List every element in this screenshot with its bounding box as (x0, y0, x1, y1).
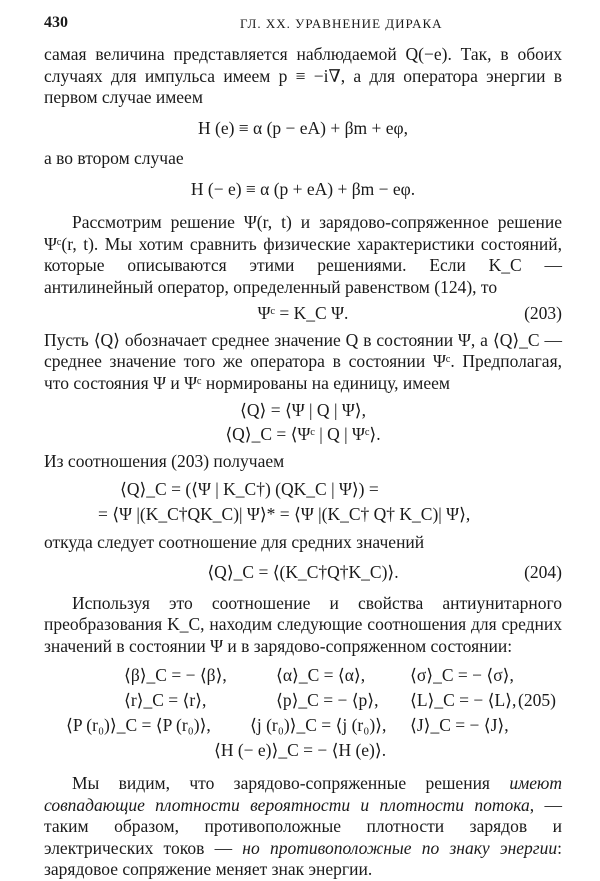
relation-probability-density: ⟨P (r₀)⟩_C = ⟨P (r₀)⟩, (66, 715, 211, 735)
equation-derivation (44, 479, 562, 526)
equation-derivation-line-1: ⟨Q⟩_C = (⟨Ψ | K_C†) (QK_C | Ψ⟩) = (120, 478, 379, 499)
relation-j: ⟨J⟩_C = − ⟨J⟩, (410, 715, 509, 735)
page-number: 430 (44, 14, 68, 31)
relation-p: ⟨p⟩_C = − ⟨p⟩, (276, 690, 379, 710)
equation-averages (44, 400, 562, 445)
paragraph-8-text-3: : зарядовое сопряжение меняет знак энергии. (44, 837, 562, 879)
relation-l: ⟨L⟩_C = − ⟨L⟩, (410, 690, 517, 710)
page-body (44, 44, 562, 881)
equation-205-row-1 (44, 665, 562, 690)
equation-h-plus-e: H (e) ≡ α (p − eA) + βm + eφ, (197, 117, 409, 138)
paragraph-2: а во втором случае (44, 148, 184, 168)
paragraph-8-emphasis-1: имеют совпадающие плотности вероятности и плотности потока (44, 773, 562, 815)
paragraph-4: Пусть ⟨Q⟩ обозначает среднее значение Q в состоянии Ψ, а ⟨Q⟩_C — среднее значение того же оператора в состоянии Ψᶜ. Предполагая, что состояния Ψ и Ψᶜ нормированы на единицу, имеем (44, 329, 562, 393)
equation-205-row-2 (44, 690, 562, 715)
equation-203 (44, 303, 562, 325)
paragraph-3: Рассмотрим решение Ψ(r, t) и зарядово-сопряженное решение Ψᶜ(r, t). Мы хотим сравнить физические характеристики состояний, которые описываются этими решениями. Если K_C — антилинейный оператор, определенный равенством (124), то (44, 212, 562, 297)
relation-alpha: ⟨α⟩_C = ⟨α⟩, (276, 665, 366, 685)
equation-205-row-4 (44, 740, 562, 765)
equation-205-row-3 (44, 715, 562, 740)
equation-average-q: ⟨Q⟩ = ⟨Ψ | Q | Ψ⟩, (240, 400, 366, 420)
paragraph-1: самая величина представляется наблюдаемой Q(−e). Так, в обоих случаях для импульса имеем p ≡ −i∇, а для оператора энергии в первом случае имеем (44, 44, 562, 107)
paragraph-8 (44, 773, 562, 881)
paragraph-8-text-1: Мы видим, что зарядово-сопряженные решения (72, 773, 510, 793)
paragraph-5: Из соотношения (203) получаем (44, 451, 285, 471)
paragraph-8-emphasis-2: но противоположные по знаку энергии (242, 837, 558, 858)
relation-beta: ⟨β⟩_C = − ⟨β⟩, (124, 665, 227, 685)
equation-average-qc: ⟨Q⟩_C = ⟨Ψᶜ | Q | Ψᶜ⟩. (225, 423, 381, 444)
paragraph-6: откуда следует соотношение для средних значений (44, 531, 425, 552)
equation-h-minus-e: H (− e) ≡ α (p + eA) + βm − eφ. (190, 178, 416, 199)
equation-203-number: (203) (524, 303, 562, 323)
equation-204-number: (204) (524, 562, 562, 582)
equation-204-formula: ⟨Q⟩_C = ⟨(K_C†Q†K_C)⟩. (207, 562, 399, 582)
paragraph-8-text-2: , — таким образом, противоположные плотности зарядов и электрических токов — (44, 794, 563, 858)
paragraph-7: Используя это соотношение и свойства антиунитарного преобразования K_C, находим следующие соотношения для средних значений в состоянии Ψ и в зарядово-сопряженном состоянии: (44, 592, 562, 656)
relation-r: ⟨r⟩_C = ⟨r⟩, (124, 690, 207, 710)
equation-203-formula: Ψᶜ = K_C Ψ. (257, 303, 349, 323)
relation-sigma: ⟨σ⟩_C = − ⟨σ⟩, (410, 665, 514, 685)
equation-205 (44, 665, 562, 765)
running-title: ГЛ. XX. УРАВНЕНИЕ ДИРАКА (240, 16, 443, 31)
equation-205-number: (205) (518, 690, 556, 710)
relation-current-density: ⟨j (r₀)⟩_C = ⟨j (r₀)⟩, (250, 715, 387, 735)
equation-204 (44, 562, 562, 584)
equation-derivation-line-2: = ⟨Ψ |(K_C†QK_C)| Ψ⟩* = ⟨Ψ |(K_C† Q† K_C)| Ψ⟩, (98, 504, 471, 524)
running-header (44, 14, 564, 38)
relation-energy: ⟨H (− e)⟩_C = − ⟨H (e)⟩. (214, 740, 387, 760)
